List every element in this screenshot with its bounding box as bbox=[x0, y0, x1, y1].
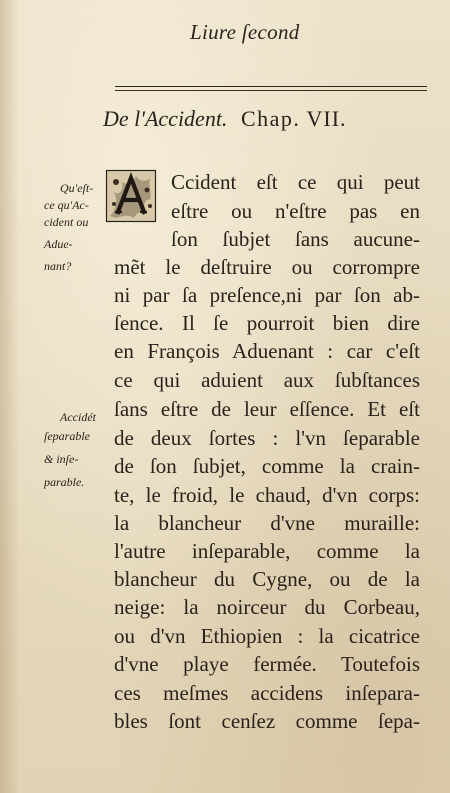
chapter-heading bbox=[103, 106, 347, 132]
chapter-word: Chap. bbox=[240, 106, 301, 131]
margin-note-line: Accidét bbox=[60, 410, 96, 424]
margin-note-line: nant? bbox=[44, 259, 72, 273]
body-line: la blancheur d'vne muraille: bbox=[114, 511, 420, 535]
body-line: neige: la noirceur du Corbeau, bbox=[114, 595, 420, 619]
page-gutter-shadow bbox=[0, 0, 20, 793]
body-line: l'autre inſeparable, comme la bbox=[114, 539, 420, 563]
body-line: eſtre ou n'eſtre pas en bbox=[171, 199, 420, 223]
body-line: en François Aduenant : car c'eſt bbox=[114, 339, 420, 363]
drop-cap-letter: A bbox=[56, 120, 57, 121]
margin-note-line: & inſe- bbox=[44, 452, 79, 466]
body-line: mẽt le deſtruire ou corrompre bbox=[114, 255, 420, 279]
margin-note-line: ce qu'Ac- bbox=[44, 198, 89, 212]
chapter-label bbox=[241, 106, 347, 131]
body-line: Ccident eſt ce qui peut bbox=[171, 170, 420, 194]
margin-note-line: parable. bbox=[44, 475, 85, 489]
body-line: d'vne playe fermée. Toutefois bbox=[114, 652, 420, 676]
body-line: ſon ſubjet ſans aucune- bbox=[171, 227, 420, 251]
chapter-title: De l'Accident. bbox=[103, 106, 228, 131]
running-head: Liure ſecond bbox=[190, 20, 300, 44]
body-line: ſence. Il ſe pourroit bien dire bbox=[114, 311, 420, 335]
margin-note-line: cident ou bbox=[44, 215, 89, 229]
body-line: ce qui aduient aux ſubſtances bbox=[114, 368, 420, 392]
body-line: de deux ſortes : l'vn ſeparable bbox=[114, 426, 420, 450]
body-line: ſans eſtre de leur eſſence. Et eſt bbox=[114, 397, 420, 421]
body-line: ou d'vn Ethiopien : la cicatrice bbox=[114, 624, 420, 648]
header-rule-bottom bbox=[115, 90, 427, 91]
body-line: ces meſmes accidens inſepara- bbox=[114, 681, 420, 705]
chapter-number: VII. bbox=[306, 106, 347, 131]
margin-note-line: Adue- bbox=[44, 237, 73, 251]
body-line: de ſon ſubjet, comme la crain- bbox=[114, 454, 420, 478]
body-line: bles ſont cenſez comme ſepa- bbox=[114, 709, 420, 733]
margin-note-line: ſeparable bbox=[44, 429, 90, 443]
body-line: blancheur du Cygne, ou de la bbox=[114, 567, 420, 591]
body-line: ni par ſa preſence,ni par ſon ab- bbox=[114, 283, 420, 307]
header-rule-top bbox=[115, 86, 427, 87]
margin-note-line: Qu'eſt- bbox=[60, 181, 94, 195]
body-line: te, le froid, le chaud, d'vn corps: bbox=[114, 483, 420, 507]
